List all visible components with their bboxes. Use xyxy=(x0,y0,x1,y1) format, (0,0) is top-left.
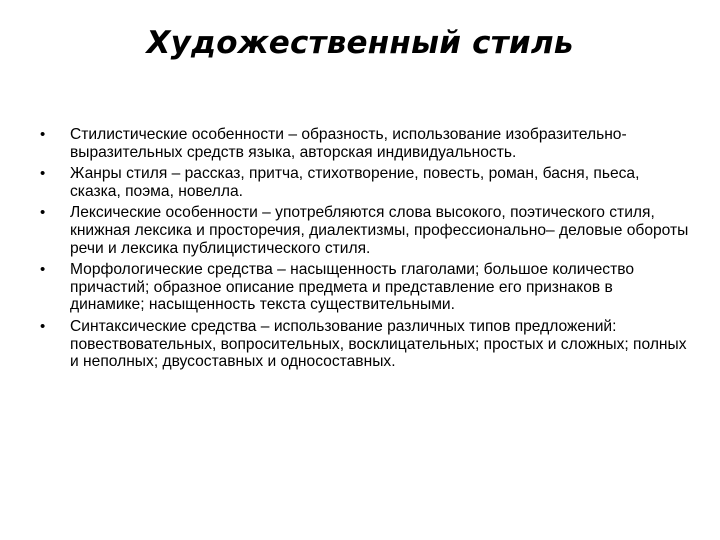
bullet-text: Синтаксические средства – использование различных типов предложений: повествовательных, вопросительных, восклицательных; простых и сложных; полных и неполных; двусоставных и односоставных. xyxy=(70,317,687,371)
bullet-text: Жанры стиля – рассказ, притча, стихотворение, повесть, роман, басня, пьеса, сказка, поэма, новелла. xyxy=(70,165,640,200)
bullet-text: Лексические особенности – употребляются слова высокого, поэтического стиля, книжная лексика и просторечия, диалектизмы, профессионально– деловые обороты речи и лексика публицистического стиля. xyxy=(70,204,689,257)
bullet-item-morphological xyxy=(40,261,690,314)
bullet-item-stylistic xyxy=(40,126,690,161)
bullet-dot-icon: • xyxy=(40,204,46,222)
slide-title: Художественный стиль xyxy=(146,25,574,61)
bullet-dot-icon: • xyxy=(40,126,46,143)
bullet-item-lexical xyxy=(40,204,690,257)
bullet-dot-icon: • xyxy=(40,317,46,335)
bullet-text: Стилистические особенности – образность, использование изобразительно-выразительных средств языка, авторская индивидуальность. xyxy=(70,126,627,161)
bullet-dot-icon: • xyxy=(40,165,46,183)
bullet-list xyxy=(40,126,690,375)
bullet-text: Морфологические средства – насыщенность глаголами; большое количество причастий; образное описание предмета и представление его признаков в динамике; насыщенность текста существительными. xyxy=(70,261,634,314)
bullet-dot-icon: • xyxy=(40,261,46,279)
bullet-item-syntactic xyxy=(40,318,690,371)
bullet-item-genres xyxy=(40,165,690,200)
